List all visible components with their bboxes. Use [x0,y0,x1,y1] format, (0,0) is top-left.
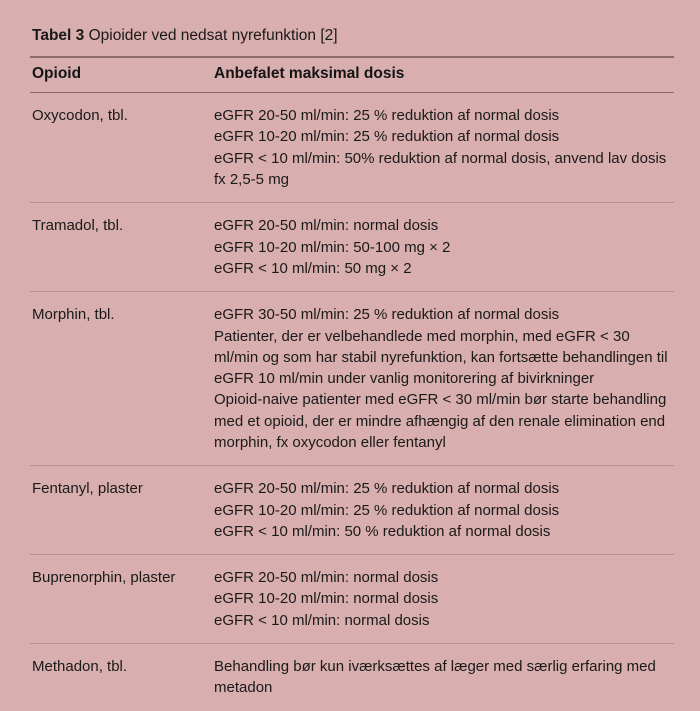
table-row [30,203,674,292]
column-header-dose: Anbefalet maksimal dosis [212,57,674,93]
dose-line: eGFR < 10 ml/min: 50% reduktion af normal dosis, anvend lav dosis fx 2,5-5 mg [214,149,667,189]
table-header-row [30,57,674,93]
table-row [30,555,674,644]
dose-cell [212,555,674,644]
dose-line: eGFR 20-50 ml/min: 25 % reduktion af normal dosis [214,107,560,125]
dose-cell [212,466,674,555]
dose-line: eGFR < 10 ml/min: 50 mg × 2 [214,259,412,277]
opioid-table-container [30,26,674,711]
drug-name: Buprenorphin, plaster [32,569,176,587]
dose-line: Patienter, der er velbehandlede med morphin, med eGFR < 30 ml/min og som har stabil nyrefunktion, kan fortsætte behandlingen til eGFR 10 ml/min under vanlig monitorering af bivirkninger [214,327,668,388]
column-header-opioid: Opioid [30,57,212,93]
dose-cell [212,93,674,203]
drug-name-cell [30,555,212,644]
dose-line: eGFR < 10 ml/min: normal dosis [214,611,430,629]
dose-line: eGFR 10-20 ml/min: 50-100 mg × 2 [214,238,451,256]
dose-line: Opioid-naive patienter med eGFR < 30 ml/min bør starte behandling med et opioid, der er mindre afhængig af den renale elimination end morphin, fx oxycodon eller fentanyl [214,391,667,451]
dose-cell [212,203,674,292]
drug-name-cell [30,292,212,466]
dose-line: Behandling bør kun iværksættes af læger med særlig erfaring med metadon [214,658,656,697]
dose-cell [212,292,674,466]
drug-name: Fentanyl, plaster [32,480,143,498]
drug-name: Tramadol, tbl. [32,217,124,235]
dose-line: eGFR < 10 ml/min: 50 % reduktion af normal dosis [214,522,551,540]
drug-name: Oxycodon, tbl. [32,107,128,125]
dose-line: eGFR 20-50 ml/min: normal dosis [214,569,439,587]
table-body [30,93,674,711]
table-row [30,93,674,203]
table-row [30,466,674,555]
dose-line: eGFR 20-50 ml/min: 25 % reduktion af normal dosis [214,480,560,498]
opioid-table [30,56,674,711]
table-row [30,644,674,711]
dose-cell [212,644,674,711]
dose-line: eGFR 10-20 ml/min: 25 % reduktion af normal dosis [214,501,560,519]
drug-name-cell [30,203,212,292]
table-row [30,292,674,466]
drug-name: Methadon, tbl. [32,658,128,676]
drug-name-cell [30,466,212,555]
dose-line: eGFR 10-20 ml/min: 25 % reduktion af normal dosis [214,128,560,146]
drug-name-cell [30,93,212,203]
drug-name-cell [30,644,212,711]
drug-name: Morphin, tbl. [32,306,115,324]
table-header [30,57,674,93]
table-caption [30,26,674,56]
dose-line: eGFR 10-20 ml/min: normal dosis [214,590,439,608]
dose-line: eGFR 30-50 ml/min: 25 % reduktion af normal dosis [214,306,560,324]
table-caption-label: Tabel 3 [32,27,85,44]
table-caption-text: Opioider ved nedsat nyrefunktion [2] [88,27,338,44]
dose-line: eGFR 20-50 ml/min: normal dosis [214,217,439,235]
